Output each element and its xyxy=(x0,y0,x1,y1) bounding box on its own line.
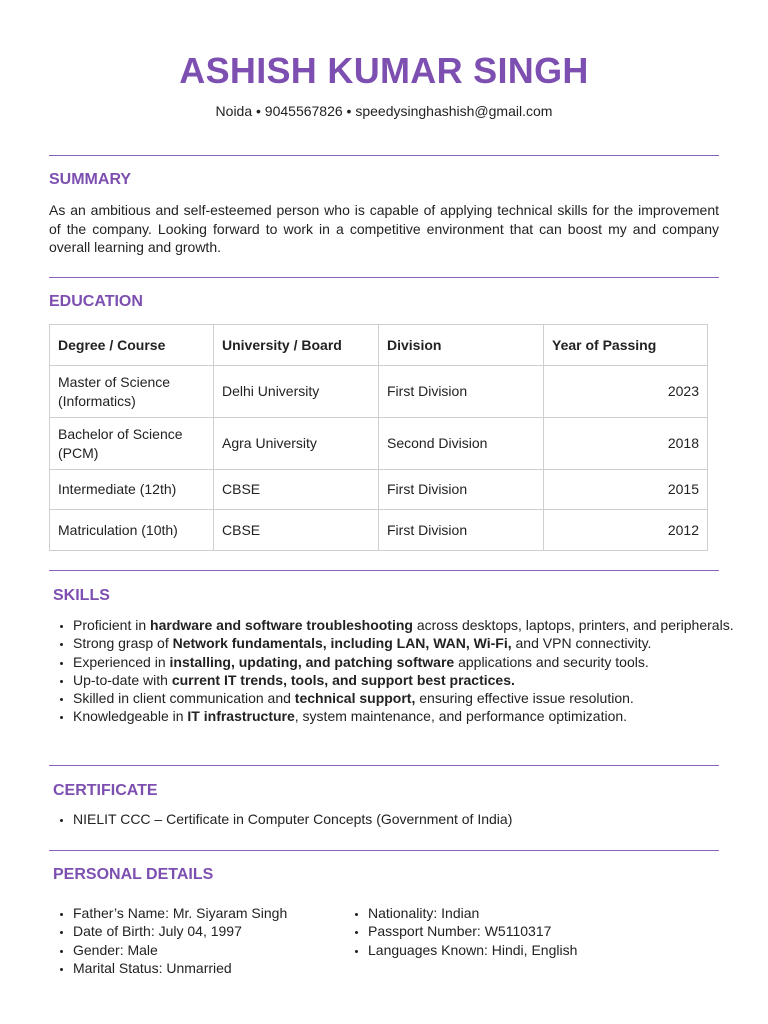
table-cell: 2012 xyxy=(544,510,708,551)
certificate-heading: CERTIFICATE xyxy=(53,782,158,799)
table-cell: 2018 xyxy=(544,418,708,470)
education-table xyxy=(49,324,708,551)
list-item: • Nationality: Indian xyxy=(368,904,738,922)
table-cell: 2015 xyxy=(544,470,708,510)
list-item: • Gender: Male xyxy=(73,941,363,959)
divider xyxy=(49,155,719,156)
table-cell: Agra University xyxy=(214,418,379,470)
list-item: • Father’s Name: Mr. Siyaram Singh xyxy=(73,904,363,922)
list-item: • Experienced in installing, updating, and patching software applications and security tools. xyxy=(73,653,738,671)
skills-list xyxy=(49,616,738,726)
table-cell: Matriculation (10th) xyxy=(50,510,214,551)
table-cell: Bachelor of Science (PCM) xyxy=(50,418,214,470)
list-item: • Proficient in hardware and software troubleshooting across desktops, laptops, printers, and peripherals. xyxy=(73,616,738,634)
table-cell: Master of Science (Informatics) xyxy=(50,366,214,418)
table-cell: Delhi University xyxy=(214,366,379,418)
table-row xyxy=(50,470,708,510)
table-cell: First Division xyxy=(379,470,544,510)
divider xyxy=(49,850,719,851)
table-row xyxy=(50,418,708,470)
list-item: • Skilled in client communication and technical support, ensuring effective issue resolution. xyxy=(73,689,738,707)
list-item: • Strong grasp of Network fundamentals, including LAN, WAN, Wi-Fi, and VPN connectivity. xyxy=(73,634,738,652)
table-cell: CBSE xyxy=(214,510,379,551)
table-cell: Second Division xyxy=(379,418,544,470)
education-heading: EDUCATION xyxy=(49,293,143,310)
divider xyxy=(49,570,719,571)
list-item: • Languages Known: Hindi, English xyxy=(368,941,738,959)
table-row xyxy=(50,510,708,551)
table-cell: First Division xyxy=(379,510,544,551)
table-cell: Intermediate (12th) xyxy=(50,470,214,510)
summary-text: As an ambitious and self-esteemed person who is capable of applying technical skills for the improvement of the company. Looking forward to work in a competitive environment that can boost my and company overall learning and growth. xyxy=(49,202,719,255)
summary-heading: SUMMARY xyxy=(49,171,132,188)
contact-line: Noida • 9045567826 • speedysinghashish@gmail.com xyxy=(215,103,553,119)
column-header: Degree / Course xyxy=(50,325,214,366)
column-header: University / Board xyxy=(214,325,379,366)
column-header: Division xyxy=(379,325,544,366)
list-item: • Passport Number: W5110317 xyxy=(368,922,738,940)
list-item: • Knowledgeable in IT infrastructure, system maintenance, and performance optimization. xyxy=(73,707,738,725)
candidate-name: ASHISH KUMAR SINGH xyxy=(179,50,589,91)
list-item: • Up-to-date with current IT trends, tools, and support best practices. xyxy=(73,671,738,689)
personal-details-left-list xyxy=(49,904,363,977)
table-cell: 2023 xyxy=(544,366,708,418)
personal-details-right-list xyxy=(344,904,738,959)
list-item: • Marital Status: Unmarried xyxy=(73,959,363,977)
table-row xyxy=(50,366,708,418)
skills-heading: SKILLS xyxy=(53,587,110,604)
certificate-list xyxy=(49,810,738,828)
table-cell: First Division xyxy=(379,366,544,418)
column-header: Year of Passing xyxy=(544,325,708,366)
divider xyxy=(49,765,719,766)
table-header-row xyxy=(50,325,708,366)
list-item: • Date of Birth: July 04, 1997 xyxy=(73,922,363,940)
divider xyxy=(49,277,719,278)
personal-details-heading: PERSONAL DETAILS xyxy=(53,866,214,883)
list-item: • NIELIT CCC – Certificate in Computer Concepts (Government of India) xyxy=(73,810,738,828)
table-cell: CBSE xyxy=(214,470,379,510)
